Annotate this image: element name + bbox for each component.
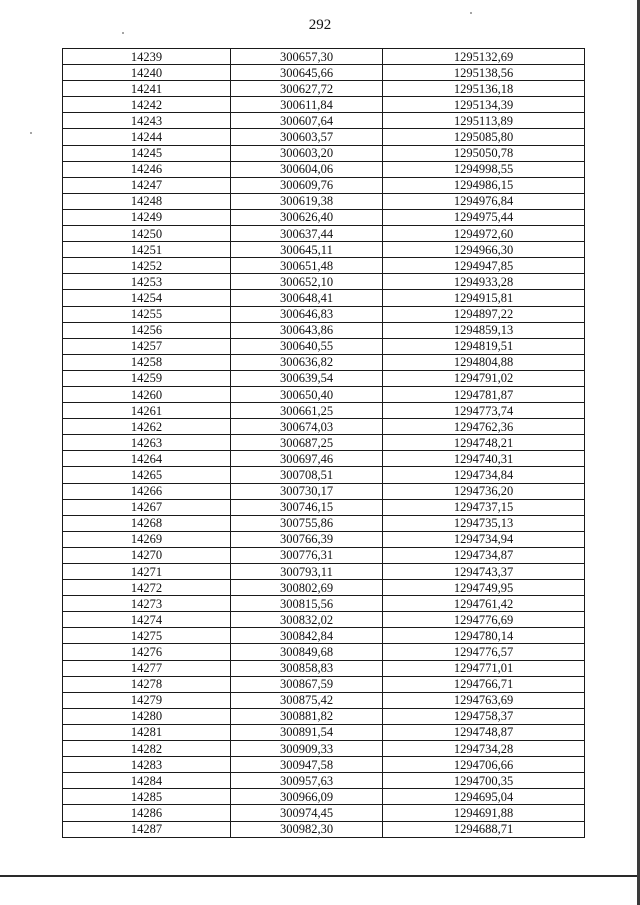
x-coordinate-cell: 300645,11 bbox=[231, 242, 383, 258]
x-coordinate-cell: 300637,44 bbox=[231, 226, 383, 242]
y-coordinate-cell: 1295113,89 bbox=[383, 113, 585, 129]
x-coordinate-cell: 300661,25 bbox=[231, 403, 383, 419]
table-row bbox=[63, 531, 585, 547]
table-row bbox=[63, 226, 585, 242]
table-row bbox=[63, 628, 585, 644]
scan-speck bbox=[30, 132, 32, 134]
point-number-cell: 14276 bbox=[63, 644, 231, 660]
y-coordinate-cell: 1294691,88 bbox=[383, 805, 585, 821]
y-coordinate-cell: 1294933,28 bbox=[383, 274, 585, 290]
x-coordinate-cell: 300645,66 bbox=[231, 65, 383, 81]
point-number-cell: 14271 bbox=[63, 564, 231, 580]
y-coordinate-cell: 1294972,60 bbox=[383, 226, 585, 242]
point-number-cell: 14265 bbox=[63, 467, 231, 483]
table-row bbox=[63, 274, 585, 290]
x-coordinate-cell: 300652,10 bbox=[231, 274, 383, 290]
y-coordinate-cell: 1294734,94 bbox=[383, 531, 585, 547]
y-coordinate-cell: 1295136,18 bbox=[383, 81, 585, 97]
point-number-cell: 14287 bbox=[63, 821, 231, 837]
scan-speck bbox=[122, 32, 124, 34]
y-coordinate-cell: 1294762,36 bbox=[383, 419, 585, 435]
table-row bbox=[63, 435, 585, 451]
y-coordinate-cell: 1294734,87 bbox=[383, 547, 585, 563]
y-coordinate-cell: 1294695,04 bbox=[383, 789, 585, 805]
x-coordinate-cell: 300604,06 bbox=[231, 161, 383, 177]
y-coordinate-cell: 1294998,55 bbox=[383, 161, 585, 177]
table-row bbox=[63, 81, 585, 97]
y-coordinate-cell: 1294859,13 bbox=[383, 322, 585, 338]
x-coordinate-cell: 300858,83 bbox=[231, 660, 383, 676]
point-number-cell: 14253 bbox=[63, 274, 231, 290]
table-row bbox=[63, 499, 585, 515]
x-coordinate-cell: 300776,31 bbox=[231, 547, 383, 563]
point-number-cell: 14243 bbox=[63, 113, 231, 129]
point-number-cell: 14254 bbox=[63, 290, 231, 306]
table-row bbox=[63, 306, 585, 322]
x-coordinate-cell: 300730,17 bbox=[231, 483, 383, 499]
table-row bbox=[63, 370, 585, 386]
table-row bbox=[63, 97, 585, 113]
y-coordinate-cell: 1294776,57 bbox=[383, 644, 585, 660]
x-coordinate-cell: 300643,86 bbox=[231, 322, 383, 338]
x-coordinate-cell: 300646,83 bbox=[231, 306, 383, 322]
point-number-cell: 14277 bbox=[63, 660, 231, 676]
point-number-cell: 14248 bbox=[63, 193, 231, 209]
table-row bbox=[63, 403, 585, 419]
x-coordinate-cell: 300697,46 bbox=[231, 451, 383, 467]
table-row bbox=[63, 547, 585, 563]
point-number-cell: 14255 bbox=[63, 306, 231, 322]
y-coordinate-cell: 1294771,01 bbox=[383, 660, 585, 676]
point-number-cell: 14249 bbox=[63, 209, 231, 225]
point-number-cell: 14240 bbox=[63, 65, 231, 81]
x-coordinate-cell: 300966,09 bbox=[231, 789, 383, 805]
point-number-cell: 14278 bbox=[63, 676, 231, 692]
y-coordinate-cell: 1294700,35 bbox=[383, 773, 585, 789]
point-number-cell: 14239 bbox=[63, 49, 231, 65]
point-number-cell: 14261 bbox=[63, 403, 231, 419]
point-number-cell: 14251 bbox=[63, 242, 231, 258]
y-coordinate-cell: 1294748,87 bbox=[383, 724, 585, 740]
x-coordinate-cell: 300974,45 bbox=[231, 805, 383, 821]
point-number-cell: 14285 bbox=[63, 789, 231, 805]
x-coordinate-cell: 300867,59 bbox=[231, 676, 383, 692]
table-row bbox=[63, 773, 585, 789]
x-coordinate-cell: 300947,58 bbox=[231, 757, 383, 773]
y-coordinate-cell: 1294804,88 bbox=[383, 354, 585, 370]
table-row bbox=[63, 258, 585, 274]
y-coordinate-cell: 1294749,95 bbox=[383, 580, 585, 596]
y-coordinate-cell: 1295138,56 bbox=[383, 65, 585, 81]
table-row bbox=[63, 451, 585, 467]
x-coordinate-cell: 300815,56 bbox=[231, 596, 383, 612]
x-coordinate-cell: 300609,76 bbox=[231, 177, 383, 193]
x-coordinate-cell: 300603,57 bbox=[231, 129, 383, 145]
point-number-cell: 14269 bbox=[63, 531, 231, 547]
point-number-cell: 14270 bbox=[63, 547, 231, 563]
table-row bbox=[63, 161, 585, 177]
point-number-cell: 14275 bbox=[63, 628, 231, 644]
y-coordinate-cell: 1294773,74 bbox=[383, 403, 585, 419]
point-number-cell: 14247 bbox=[63, 177, 231, 193]
x-coordinate-cell: 300849,68 bbox=[231, 644, 383, 660]
x-coordinate-cell: 300648,41 bbox=[231, 290, 383, 306]
coordinates-table-body bbox=[63, 49, 585, 838]
x-coordinate-cell: 300957,63 bbox=[231, 773, 383, 789]
y-coordinate-cell: 1295050,78 bbox=[383, 145, 585, 161]
x-coordinate-cell: 300687,25 bbox=[231, 435, 383, 451]
point-number-cell: 14286 bbox=[63, 805, 231, 821]
scan-edge-bottom bbox=[0, 875, 640, 877]
x-coordinate-cell: 300875,42 bbox=[231, 692, 383, 708]
point-number-cell: 14272 bbox=[63, 580, 231, 596]
y-coordinate-cell: 1294758,37 bbox=[383, 708, 585, 724]
y-coordinate-cell: 1295085,80 bbox=[383, 129, 585, 145]
point-number-cell: 14281 bbox=[63, 724, 231, 740]
x-coordinate-cell: 300627,72 bbox=[231, 81, 383, 97]
x-coordinate-cell: 300607,64 bbox=[231, 113, 383, 129]
y-coordinate-cell: 1294897,22 bbox=[383, 306, 585, 322]
table-row bbox=[63, 724, 585, 740]
point-number-cell: 14283 bbox=[63, 757, 231, 773]
y-coordinate-cell: 1294688,71 bbox=[383, 821, 585, 837]
point-number-cell: 14252 bbox=[63, 258, 231, 274]
table-row bbox=[63, 676, 585, 692]
y-coordinate-cell: 1294740,31 bbox=[383, 451, 585, 467]
point-number-cell: 14284 bbox=[63, 773, 231, 789]
point-number-cell: 14279 bbox=[63, 692, 231, 708]
table-row bbox=[63, 644, 585, 660]
point-number-cell: 14264 bbox=[63, 451, 231, 467]
x-coordinate-cell: 300708,51 bbox=[231, 467, 383, 483]
y-coordinate-cell: 1294706,66 bbox=[383, 757, 585, 773]
table-row bbox=[63, 419, 585, 435]
table-row bbox=[63, 322, 585, 338]
y-coordinate-cell: 1295134,39 bbox=[383, 97, 585, 113]
page-number: 292 bbox=[308, 17, 332, 33]
x-coordinate-cell: 300657,30 bbox=[231, 49, 383, 65]
point-number-cell: 14259 bbox=[63, 370, 231, 386]
y-coordinate-cell: 1294776,69 bbox=[383, 612, 585, 628]
point-number-cell: 14262 bbox=[63, 419, 231, 435]
x-coordinate-cell: 300802,69 bbox=[231, 580, 383, 596]
x-coordinate-cell: 300611,84 bbox=[231, 97, 383, 113]
table-row bbox=[63, 338, 585, 354]
y-coordinate-cell: 1294734,28 bbox=[383, 741, 585, 757]
y-coordinate-cell: 1294761,42 bbox=[383, 596, 585, 612]
table-row bbox=[63, 789, 585, 805]
table-row bbox=[63, 386, 585, 402]
table-row bbox=[63, 805, 585, 821]
table-row bbox=[63, 129, 585, 145]
x-coordinate-cell: 300766,39 bbox=[231, 531, 383, 547]
x-coordinate-cell: 300651,48 bbox=[231, 258, 383, 274]
point-number-cell: 14246 bbox=[63, 161, 231, 177]
y-coordinate-cell: 1294975,44 bbox=[383, 209, 585, 225]
x-coordinate-cell: 300639,54 bbox=[231, 370, 383, 386]
y-coordinate-cell: 1294976,84 bbox=[383, 193, 585, 209]
point-number-cell: 14263 bbox=[63, 435, 231, 451]
table-row bbox=[63, 580, 585, 596]
y-coordinate-cell: 1295132,69 bbox=[383, 49, 585, 65]
table-row bbox=[63, 515, 585, 531]
y-coordinate-cell: 1294791,02 bbox=[383, 370, 585, 386]
scan-speck bbox=[470, 12, 472, 14]
x-coordinate-cell: 300842,84 bbox=[231, 628, 383, 644]
table-row bbox=[63, 692, 585, 708]
y-coordinate-cell: 1294781,87 bbox=[383, 386, 585, 402]
x-coordinate-cell: 300909,33 bbox=[231, 741, 383, 757]
point-number-cell: 14244 bbox=[63, 129, 231, 145]
table-row bbox=[63, 65, 585, 81]
x-coordinate-cell: 300650,40 bbox=[231, 386, 383, 402]
y-coordinate-cell: 1294736,20 bbox=[383, 483, 585, 499]
y-coordinate-cell: 1294947,85 bbox=[383, 258, 585, 274]
table-row bbox=[63, 354, 585, 370]
point-number-cell: 14250 bbox=[63, 226, 231, 242]
y-coordinate-cell: 1294915,81 bbox=[383, 290, 585, 306]
y-coordinate-cell: 1294819,51 bbox=[383, 338, 585, 354]
table-row bbox=[63, 821, 585, 837]
y-coordinate-cell: 1294966,30 bbox=[383, 242, 585, 258]
x-coordinate-cell: 300891,54 bbox=[231, 724, 383, 740]
table-row bbox=[63, 290, 585, 306]
coordinates-table-container bbox=[62, 48, 584, 838]
point-number-cell: 14260 bbox=[63, 386, 231, 402]
x-coordinate-cell: 300603,20 bbox=[231, 145, 383, 161]
point-number-cell: 14282 bbox=[63, 741, 231, 757]
table-row bbox=[63, 113, 585, 129]
y-coordinate-cell: 1294780,14 bbox=[383, 628, 585, 644]
x-coordinate-cell: 300881,82 bbox=[231, 708, 383, 724]
table-row bbox=[63, 660, 585, 676]
point-number-cell: 14241 bbox=[63, 81, 231, 97]
table-row bbox=[63, 741, 585, 757]
table-row bbox=[63, 596, 585, 612]
y-coordinate-cell: 1294734,84 bbox=[383, 467, 585, 483]
table-row bbox=[63, 708, 585, 724]
point-number-cell: 14258 bbox=[63, 354, 231, 370]
x-coordinate-cell: 300674,03 bbox=[231, 419, 383, 435]
x-coordinate-cell: 300755,86 bbox=[231, 515, 383, 531]
x-coordinate-cell: 300626,40 bbox=[231, 209, 383, 225]
point-number-cell: 14266 bbox=[63, 483, 231, 499]
point-number-cell: 14274 bbox=[63, 612, 231, 628]
y-coordinate-cell: 1294737,15 bbox=[383, 499, 585, 515]
table-row bbox=[63, 467, 585, 483]
table-row bbox=[63, 612, 585, 628]
table-row bbox=[63, 564, 585, 580]
y-coordinate-cell: 1294735,13 bbox=[383, 515, 585, 531]
point-number-cell: 14267 bbox=[63, 499, 231, 515]
x-coordinate-cell: 300619,38 bbox=[231, 193, 383, 209]
y-coordinate-cell: 1294766,71 bbox=[383, 676, 585, 692]
x-coordinate-cell: 300832,02 bbox=[231, 612, 383, 628]
y-coordinate-cell: 1294748,21 bbox=[383, 435, 585, 451]
coordinates-table bbox=[62, 48, 585, 838]
y-coordinate-cell: 1294763,69 bbox=[383, 692, 585, 708]
table-row bbox=[63, 209, 585, 225]
point-number-cell: 14268 bbox=[63, 515, 231, 531]
point-number-cell: 14257 bbox=[63, 338, 231, 354]
table-row bbox=[63, 177, 585, 193]
table-row bbox=[63, 483, 585, 499]
table-row bbox=[63, 242, 585, 258]
point-number-cell: 14245 bbox=[63, 145, 231, 161]
point-number-cell: 14256 bbox=[63, 322, 231, 338]
x-coordinate-cell: 300636,82 bbox=[231, 354, 383, 370]
y-coordinate-cell: 1294986,15 bbox=[383, 177, 585, 193]
x-coordinate-cell: 300640,55 bbox=[231, 338, 383, 354]
x-coordinate-cell: 300793,11 bbox=[231, 564, 383, 580]
point-number-cell: 14242 bbox=[63, 97, 231, 113]
x-coordinate-cell: 300982,30 bbox=[231, 821, 383, 837]
point-number-cell: 14280 bbox=[63, 708, 231, 724]
x-coordinate-cell: 300746,15 bbox=[231, 499, 383, 515]
point-number-cell: 14273 bbox=[63, 596, 231, 612]
table-row bbox=[63, 757, 585, 773]
y-coordinate-cell: 1294743,37 bbox=[383, 564, 585, 580]
table-row bbox=[63, 145, 585, 161]
table-row bbox=[63, 193, 585, 209]
table-row bbox=[63, 49, 585, 65]
